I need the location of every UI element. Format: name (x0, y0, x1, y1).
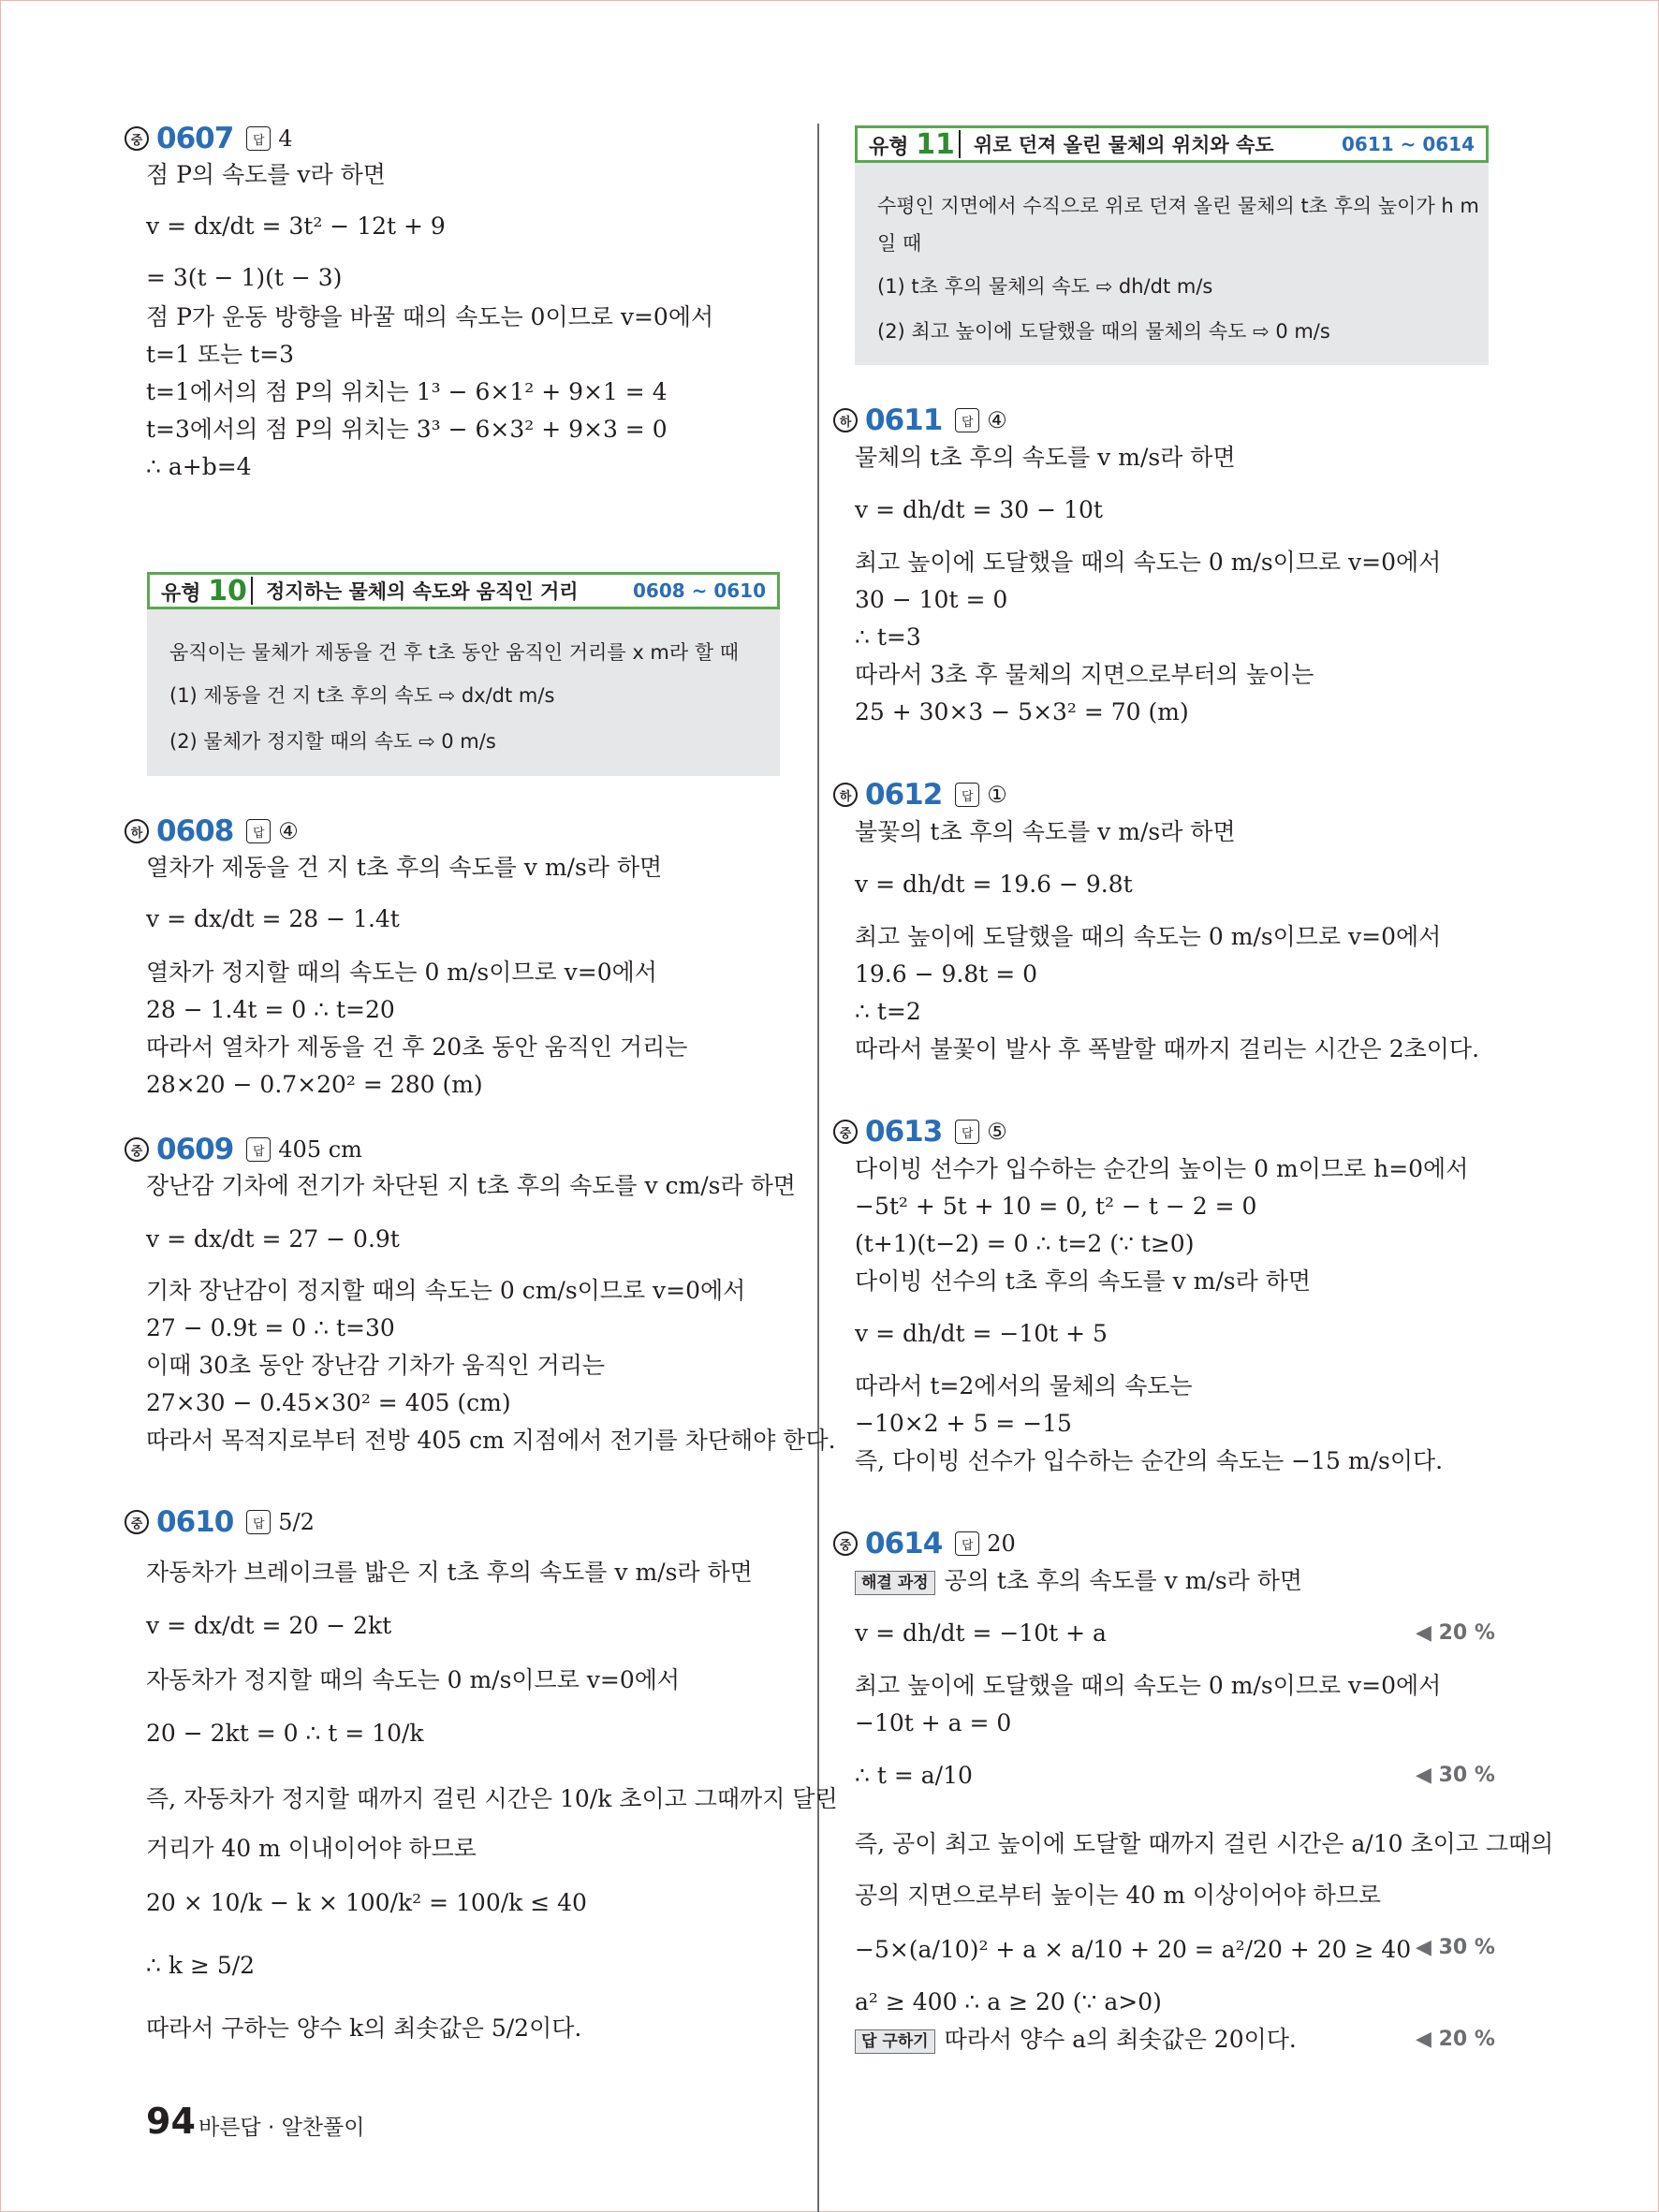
summary-line: (1) 제동을 건 지 t초 후의 속도 ⇨ dx/dt m/s (169, 684, 555, 707)
level-badge: 하 (125, 819, 149, 843)
type-title: 위로 던져 올린 물체의 위치와 속도 (974, 134, 1274, 156)
solution-line: −5×(a/10)² + a × a/10 + 20 = a²/20 + 20 ≥ 40 (855, 1936, 1412, 1963)
problem-number: 0614 (865, 1527, 943, 1560)
level-badge: 중 (833, 1120, 858, 1144)
solution-line: 따라서 불꽃이 발사 후 폭발할 때까지 걸리는 시간은 2초이다. (855, 1035, 1480, 1062)
type-title: 정지하는 물체의 속도와 움직인 거리 (266, 580, 579, 603)
solution-line: 20 − 2kt = 0 ∴ t = 10/k (146, 1720, 424, 1747)
score-percent: ◀ 30 % (1416, 1936, 1495, 1959)
solution-line: 19.6 − 9.8t = 0 (855, 960, 1038, 988)
problem-number: 0613 (865, 1115, 943, 1149)
solution-line: 기차 장난감이 정지할 때의 속도는 0 cm/s이므로 v=0에서 (146, 1277, 746, 1304)
score-percent: ◀ 20 % (1416, 1621, 1495, 1645)
solution-line: (t+1)(t−2) = 0 ∴ t=2 (∵ t≥0) (855, 1230, 1195, 1257)
solution-line: −10×2 + 5 = −15 (855, 1410, 1072, 1437)
solution-text: 공의 t초 후의 속도를 v m/s라 하면 (944, 1567, 1303, 1594)
answer-icon: 답 (955, 408, 979, 432)
solution-line: v = dx/dt = 3t² − 12t + 9 (146, 212, 446, 240)
solution-line: 점 P의 속도를 v라 하면 (146, 161, 386, 188)
problem-number: 0611 (865, 403, 943, 437)
problem-header-0607 (125, 120, 293, 157)
solution-line: 20 × 10/k − k × 100/k² = 100/k ≤ 40 (146, 1889, 587, 1916)
type-label: 유형 (869, 135, 909, 159)
solution-line: v = dh/dt = 30 − 10t (855, 496, 1103, 523)
type-number: 10 (208, 574, 247, 608)
type-separator (251, 577, 253, 605)
solution-line: 30 − 10t = 0 (855, 586, 1008, 613)
solution-line: 점 P가 운동 방향을 바꿀 때의 속도는 0이므로 v=0에서 (146, 303, 714, 330)
solution-line: 28×20 − 0.7×20² = 280 (m) (146, 1071, 483, 1098)
problem-number: 0609 (156, 1133, 234, 1166)
solution-line: v = dx/dt = 20 − 2kt (146, 1612, 392, 1639)
type-number: 11 (916, 127, 955, 161)
page-number: 94 (146, 2101, 196, 2142)
solution-line: t=1 또는 t=3 (146, 341, 294, 368)
answer-value: 5/2 (278, 1509, 315, 1535)
summary-line: 일 때 (877, 232, 922, 255)
solution-line: 최고 높이에 도달했을 때의 속도는 0 m/s이므로 v=0에서 (855, 1672, 1442, 1699)
solution-line: v = dh/dt = 19.6 − 9.8t (855, 871, 1133, 898)
problem-header-0614 (833, 1525, 1016, 1562)
summary-line: 수평인 지면에서 수직으로 위로 던져 올린 물체의 t초 후의 높이가 h m (877, 195, 1479, 217)
summary-line: (2) 물체가 정지할 때의 속도 ⇨ 0 m/s (169, 730, 496, 753)
solution-line: 즉, 다이빙 선수가 입수하는 순간의 속도는 −15 m/s이다. (855, 1447, 1444, 1474)
solution-line: −10t + a = 0 (855, 1709, 1012, 1736)
type-separator (959, 130, 961, 158)
solution-line: 불꽃의 t초 후의 속도를 v m/s라 하면 (855, 818, 1236, 845)
solution-line: 최고 높이에 도달했을 때의 속도는 0 m/s이므로 v=0에서 (855, 549, 1442, 576)
solution-line: 25 + 30×3 − 5×3² = 70 (m) (855, 698, 1189, 725)
level-badge: 중 (125, 1510, 149, 1534)
solution-line: ∴ t = a/10 (855, 1762, 973, 1789)
problem-header-0612 (833, 776, 1007, 813)
solution-line: 따라서 열차가 제동을 건 후 20초 동안 움직인 거리는 (146, 1033, 688, 1061)
problem-number: 0608 (156, 814, 234, 848)
solution-line: 27 − 0.9t = 0 ∴ t=30 (146, 1314, 395, 1341)
solution-line: 공의 지면으로부터 높이는 40 m 이상이어야 하므로 (855, 1882, 1382, 1909)
answer-icon: 답 (246, 1510, 271, 1534)
level-badge: 중 (125, 126, 149, 151)
problem-header-0609 (125, 1131, 362, 1168)
solution-line: ∴ a+b=4 (146, 453, 252, 480)
solution-line: ∴ t=3 (855, 623, 921, 651)
problem-header-0610 (125, 1503, 315, 1541)
type-summary-box-11 (855, 163, 1489, 365)
solution-line: 27×30 − 0.45×30² = 405 (cm) (146, 1389, 511, 1416)
problem-header-0611 (833, 402, 1007, 439)
answer-value: ④ (278, 818, 299, 844)
level-badge: 중 (833, 1531, 858, 1556)
solution-line: 열차가 제동을 건 지 t초 후의 속도를 v m/s라 하면 (146, 854, 663, 881)
solution-line: 다이빙 선수의 t초 후의 속도를 v m/s라 하면 (855, 1267, 1312, 1295)
solution-line: ∴ k ≥ 5/2 (146, 1952, 256, 1979)
solution-line: 즉, 자동차가 정지할 때까지 걸린 시간은 10/k 초이고 그때까지 달린 (146, 1785, 838, 1812)
solution-line: 물체의 t초 후의 속도를 v m/s라 하면 (855, 444, 1236, 471)
problem-number: 0607 (156, 122, 234, 155)
level-badge: 하 (833, 783, 858, 807)
problem-header-0613 (833, 1113, 1007, 1150)
problem-number: 0612 (865, 778, 943, 812)
score-percent: ◀ 30 % (1416, 1764, 1495, 1787)
solution-line: v = dx/dt = 28 − 1.4t (146, 905, 400, 932)
answer-value: 20 (987, 1531, 1016, 1557)
process-tag: 해결 과정 (855, 1571, 935, 1595)
type-summary-box-10 (147, 609, 780, 776)
solution-line: 따라서 3초 후 물체의 지면으로부터의 높이는 (855, 661, 1314, 688)
solution-line: 열차가 정지할 때의 속도는 0 m/s이므로 v=0에서 (146, 959, 657, 986)
solution-line: v = dh/dt = −10t + a (855, 1619, 1107, 1647)
type-range: 0608 ~ 0610 (632, 579, 766, 602)
solution-line: 다이빙 선수가 입수하는 순간의 높이는 0 m이므로 h=0에서 (855, 1155, 1469, 1182)
solution-line (855, 1565, 1302, 1597)
answer-value: ⑤ (987, 1119, 1007, 1145)
answer-icon: 답 (955, 783, 979, 807)
score-percent: ◀ 20 % (1416, 2028, 1495, 2051)
level-badge: 중 (125, 1137, 149, 1162)
problem-header-0608 (125, 813, 299, 850)
solution-line: 거리가 40 m 이내이어야 하므로 (146, 1835, 477, 1862)
answer-value: ① (987, 782, 1007, 808)
answer-tag: 답 구하기 (855, 2029, 935, 2054)
level-badge: 하 (833, 408, 858, 432)
column-divider (817, 124, 819, 2212)
type-header-11 (855, 125, 1489, 163)
type-range: 0611 ~ 0614 (1341, 133, 1475, 155)
solution-line: t=1에서의 점 P의 위치는 1³ − 6×1² + 9×1 = 4 (146, 378, 668, 405)
solution-line: 28 − 1.4t = 0 ∴ t=20 (146, 996, 395, 1023)
summary-line: (1) t초 후의 물체의 속도 ⇨ dh/dt m/s (877, 275, 1213, 298)
answer-value: 405 cm (278, 1136, 362, 1163)
solution-text: 따라서 양수 a의 최솟값은 20이다. (944, 2026, 1297, 2053)
answer-icon: 답 (246, 1137, 271, 1162)
answer-value: ④ (987, 407, 1007, 433)
answer-icon: 답 (246, 126, 271, 151)
solution-line: v = dx/dt = 27 − 0.9t (146, 1225, 400, 1252)
solution-line: a² ≥ 400 ∴ a ≥ 20 (∵ a>0) (855, 1988, 1162, 2015)
summary-line: (2) 최고 높이에 도달했을 때의 물체의 속도 ⇨ 0 m/s (877, 320, 1330, 343)
problem-number: 0610 (156, 1505, 234, 1539)
solution-line: v = dh/dt = −10t + 5 (855, 1320, 1108, 1347)
solution-line: ∴ t=2 (855, 998, 921, 1025)
solution-line: 따라서 목적지로부터 전방 405 cm 지점에서 전기를 차단해야 한다. (146, 1427, 836, 1454)
type-label: 유형 (161, 581, 201, 606)
solution-line: t=3에서의 점 P의 위치는 3³ − 6×3² + 9×3 = 0 (146, 416, 668, 443)
answer-icon: 답 (955, 1531, 979, 1556)
solution-line: = 3(t − 1)(t − 3) (146, 264, 343, 291)
summary-line: 움직이는 물체가 제동을 건 후 t초 동안 움직인 거리를 x m라 할 때 (169, 641, 740, 664)
solution-line: −5t² + 5t + 10 = 0, t² − t − 2 = 0 (855, 1193, 1257, 1220)
answer-value: 4 (278, 125, 293, 152)
solution-line: 즉, 공이 최고 높이에 도달할 때까지 걸린 시간은 a/10 초이고 그때의 (855, 1830, 1554, 1857)
solution-line: 따라서 구하는 양수 k의 최솟값은 5/2이다. (146, 2014, 582, 2042)
footer-label: 바른답 · 알찬풀이 (198, 2116, 365, 2140)
solution-line: 따라서 t=2에서의 물체의 속도는 (855, 1372, 1193, 1399)
solution-line: 장난감 기차에 전기가 차단된 지 t초 후의 속도를 v cm/s라 하면 (146, 1172, 796, 1199)
answer-icon: 답 (955, 1120, 979, 1144)
solution-line: 자동차가 브레이크를 밟은 지 t초 후의 속도를 v m/s라 하면 (146, 1559, 753, 1586)
answer-icon: 답 (246, 819, 271, 843)
solution-line (855, 2024, 1297, 2056)
solution-line: 자동차가 정지할 때의 속도는 0 m/s이므로 v=0에서 (146, 1666, 681, 1693)
type-header-10 (147, 572, 780, 609)
solution-line: 이때 30초 동안 장난감 기차가 움직인 거리는 (146, 1352, 606, 1379)
solution-line: 최고 높이에 도달했을 때의 속도는 0 m/s이므로 v=0에서 (855, 923, 1442, 950)
